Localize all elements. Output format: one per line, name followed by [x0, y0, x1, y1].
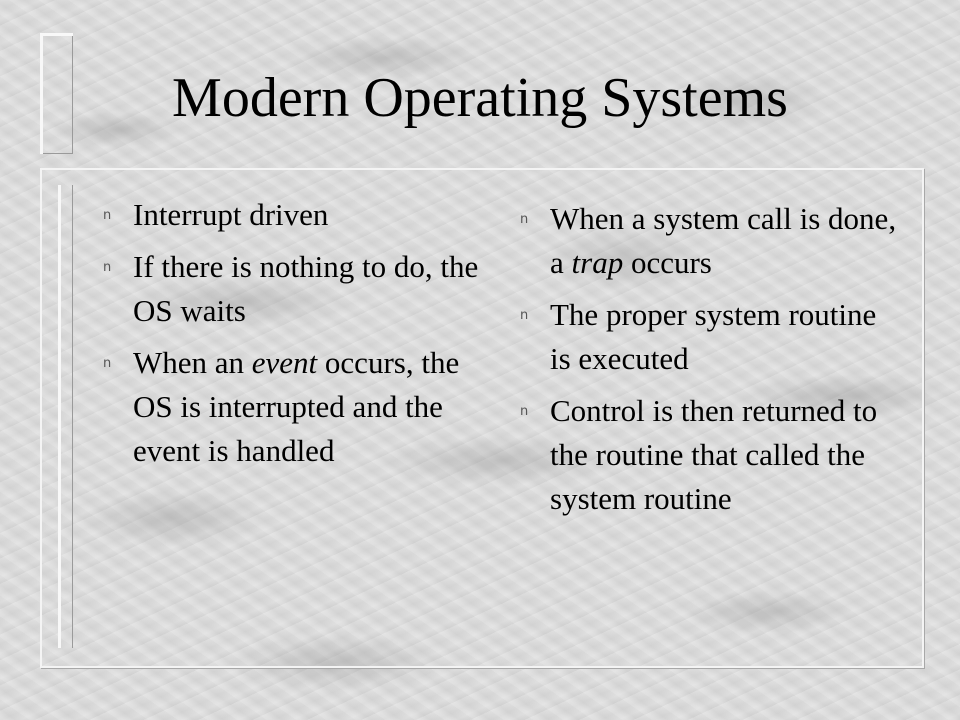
bullet-text [550, 297, 876, 376]
left-rule-decoration [58, 185, 73, 648]
bullet-text [550, 201, 896, 280]
slide-title: Modern Operating Systems [172, 67, 788, 129]
bullet-item [103, 245, 483, 333]
text-segment: The proper system routine is executed [550, 297, 877, 376]
text-segment: Control is then returned to the routine that called the system routine [550, 393, 878, 516]
bullet-text [550, 393, 877, 516]
bullet-marker-icon: n [103, 356, 112, 371]
bullet-text [133, 197, 328, 232]
text-segment: When an [133, 345, 252, 380]
left-bullet-list [103, 193, 483, 481]
bullet-item [103, 193, 483, 237]
text-segment: occurs [623, 245, 712, 280]
bullet-marker-icon: n [520, 212, 529, 227]
bullet-marker-icon: n [520, 404, 529, 419]
emphasized-term: event [251, 345, 318, 380]
text-segment: occurs, the OS is interrupted and the event is handled [133, 345, 460, 468]
bullet-item [520, 197, 900, 285]
bullet-item [520, 293, 900, 381]
right-bullet-list [520, 197, 900, 529]
text-segment: When a system call is done, a [550, 201, 897, 280]
bullet-item [103, 341, 483, 473]
text-segment: If there is nothing to do, the OS waits [133, 249, 479, 328]
bullet-text [133, 249, 478, 328]
emphasized-term: trap [571, 245, 624, 280]
text-segment: Interrupt driven [133, 197, 329, 232]
bullet-text [133, 345, 459, 468]
bullet-marker-icon: n [520, 308, 529, 323]
bullet-item [520, 389, 900, 521]
bullet-marker-icon: n [103, 208, 112, 223]
bullet-marker-icon: n [103, 260, 112, 275]
